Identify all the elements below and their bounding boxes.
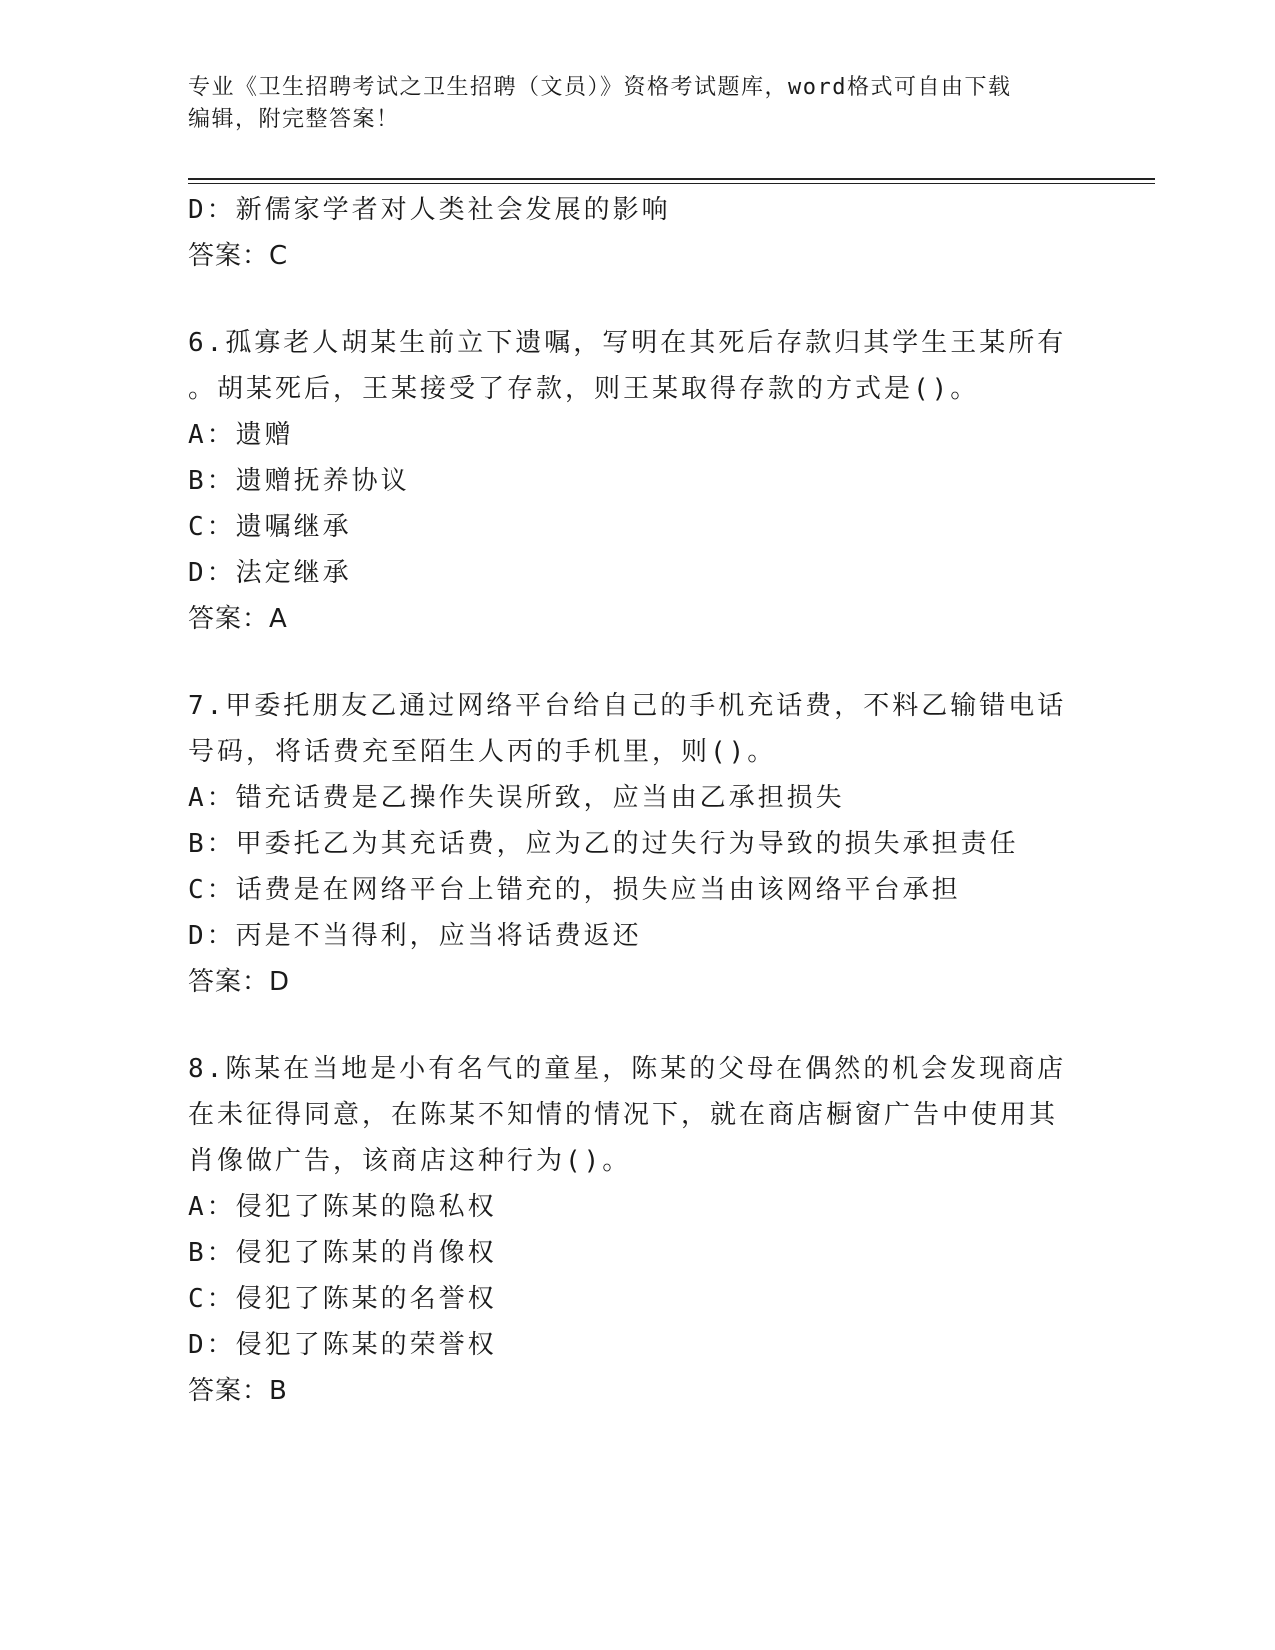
option-b: B：遗赠抚养协议 xyxy=(188,466,410,496)
question-6 xyxy=(188,320,1088,642)
option-d: D：新儒家学者对人类社会发展的影响 xyxy=(188,195,671,225)
option-c: C：话费是在网络平台上错充的，损失应当由该网络平台承担 xyxy=(188,875,961,905)
question-stem-line: 号码，将话费充至陌生人丙的手机里，则()。 xyxy=(188,737,777,767)
question-stem-line: 7.甲委托朋友乙通过网络平台给自己的手机充话费，不料乙输错电话 xyxy=(188,691,1067,721)
spacer xyxy=(188,1005,1088,1046)
spacer xyxy=(188,642,1088,683)
header-rule-thick xyxy=(188,178,1155,180)
previous-question-tail xyxy=(188,187,1088,279)
option-d: D：丙是不当得利，应当将话费返还 xyxy=(188,921,642,951)
header-rule-thin xyxy=(188,183,1155,184)
question-content xyxy=(188,187,1088,1414)
question-8 xyxy=(188,1046,1088,1414)
answer: 答案：C xyxy=(188,241,289,271)
question-7 xyxy=(188,683,1088,1005)
option-b: B：侵犯了陈某的肖像权 xyxy=(188,1238,497,1268)
page-header xyxy=(188,72,1088,136)
question-stem-line: 6.孤寡老人胡某生前立下遗嘱，写明在其死后存款归其学生王某所有 xyxy=(188,328,1067,358)
header-line-1: 专业《卫生招聘考试之卫生招聘（文员）》资格考试题库，word格式可自由下载 xyxy=(188,75,1012,100)
spacer xyxy=(188,279,1088,320)
option-a: A：遗赠 xyxy=(188,420,294,450)
answer: 答案：B xyxy=(188,1376,288,1406)
option-a: A：侵犯了陈某的隐私权 xyxy=(188,1192,497,1222)
option-d: D：法定继承 xyxy=(188,558,352,588)
option-c: C：遗嘱继承 xyxy=(188,512,352,542)
option-b: B：甲委托乙为其充话费，应为乙的过失行为导致的损失承担责任 xyxy=(188,829,1019,859)
option-d: D：侵犯了陈某的荣誉权 xyxy=(188,1330,497,1360)
option-c: C：侵犯了陈某的名誉权 xyxy=(188,1284,497,1314)
answer: 答案：D xyxy=(188,967,291,997)
question-stem-line: 。胡某死后，王某接受了存款，则王某取得存款的方式是()。 xyxy=(188,374,980,404)
header-line-2: 编辑，附完整答案！ xyxy=(188,107,400,132)
option-a: A：错充话费是乙操作失误所致，应当由乙承担损失 xyxy=(188,783,845,813)
answer: 答案：A xyxy=(188,604,288,634)
question-stem-line: 在未征得同意，在陈某不知情的情况下，就在商店橱窗广告中使用其 xyxy=(188,1100,1059,1130)
question-stem-line: 肖像做广告，该商店这种行为()。 xyxy=(188,1146,632,1176)
question-stem-line: 8.陈某在当地是小有名气的童星，陈某的父母在偶然的机会发现商店 xyxy=(188,1054,1067,1084)
